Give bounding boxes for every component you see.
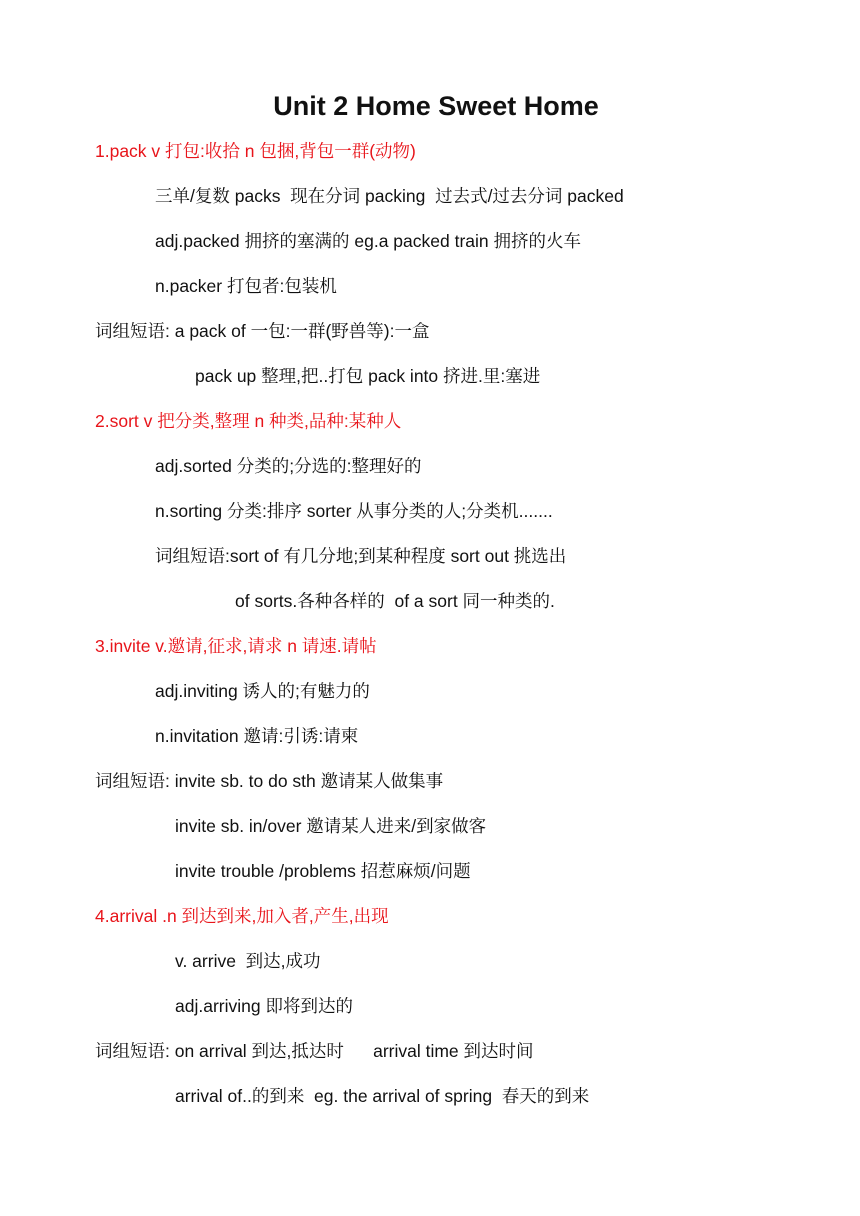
invite-phrases-cont-1: invite sb. in/over 邀请某人进来/到家做客 bbox=[175, 816, 487, 836]
page-title: Unit 2 Home Sweet Home bbox=[273, 91, 599, 121]
invite-phrases: 词组短语: invite sb. to do sth 邀请某人做集事 bbox=[95, 771, 444, 791]
pack-phrases: 词组短语: a pack of 一包:一群(野兽等):一盒 bbox=[95, 321, 430, 341]
entry-heading-pack: 1.pack v 打包:收拾 n 包捆,背包一群(动物) bbox=[95, 141, 416, 161]
pack-adjective: adj.packed 拥挤的塞满的 eg.a packed train 拥挤的火车 bbox=[155, 231, 581, 251]
sort-adjective: adj.sorted 分类的;分选的:整理好的 bbox=[155, 456, 422, 476]
invite-noun: n.invitation 邀请:引诱:请柬 bbox=[155, 726, 359, 746]
arrival-verb: v. arrive 到达,成功 bbox=[175, 951, 321, 971]
sort-phrases-cont: of sorts.各种各样的 of a sort 同一种类的. bbox=[235, 591, 555, 611]
invite-adjective: adj.inviting 诱人的;有魅力的 bbox=[155, 681, 370, 701]
pack-noun: n.packer 打包者:包装机 bbox=[155, 276, 337, 296]
arrival-phrases-cont: arrival of..的到来 eg. the arrival of spring 春天的到来 bbox=[175, 1086, 590, 1106]
invite-phrases-cont-2: invite trouble /problems 招惹麻烦/问题 bbox=[175, 861, 471, 881]
entry-heading-sort: 2.sort v 把分类,整理 n 种类,品种:某种人 bbox=[95, 411, 402, 431]
arrival-phrases: 词组短语: on arrival 到达,抵达时 arrival time 到达时间 bbox=[95, 1041, 534, 1061]
entry-heading-arrival: 4.arrival .n 到达到来,加入者,产生,出现 bbox=[95, 906, 389, 926]
entry-heading-invite: 3.invite v.邀请,征求,请求 n 请速.请帖 bbox=[95, 636, 377, 656]
sort-phrases: 词组短语:sort of 有几分地;到某种程度 sort out 挑选出 bbox=[155, 546, 567, 566]
arrival-adjective: adj.arriving 即将到达的 bbox=[175, 996, 353, 1016]
pack-inflections: 三单/复数 packs 现在分词 packing 过去式/过去分词 packed bbox=[155, 186, 624, 206]
sort-noun: n.sorting 分类:排序 sorter 从事分类的人;分类机....... bbox=[155, 501, 553, 521]
pack-phrases-cont: pack up 整理,把..打包 pack into 挤进.里:塞进 bbox=[195, 366, 541, 386]
